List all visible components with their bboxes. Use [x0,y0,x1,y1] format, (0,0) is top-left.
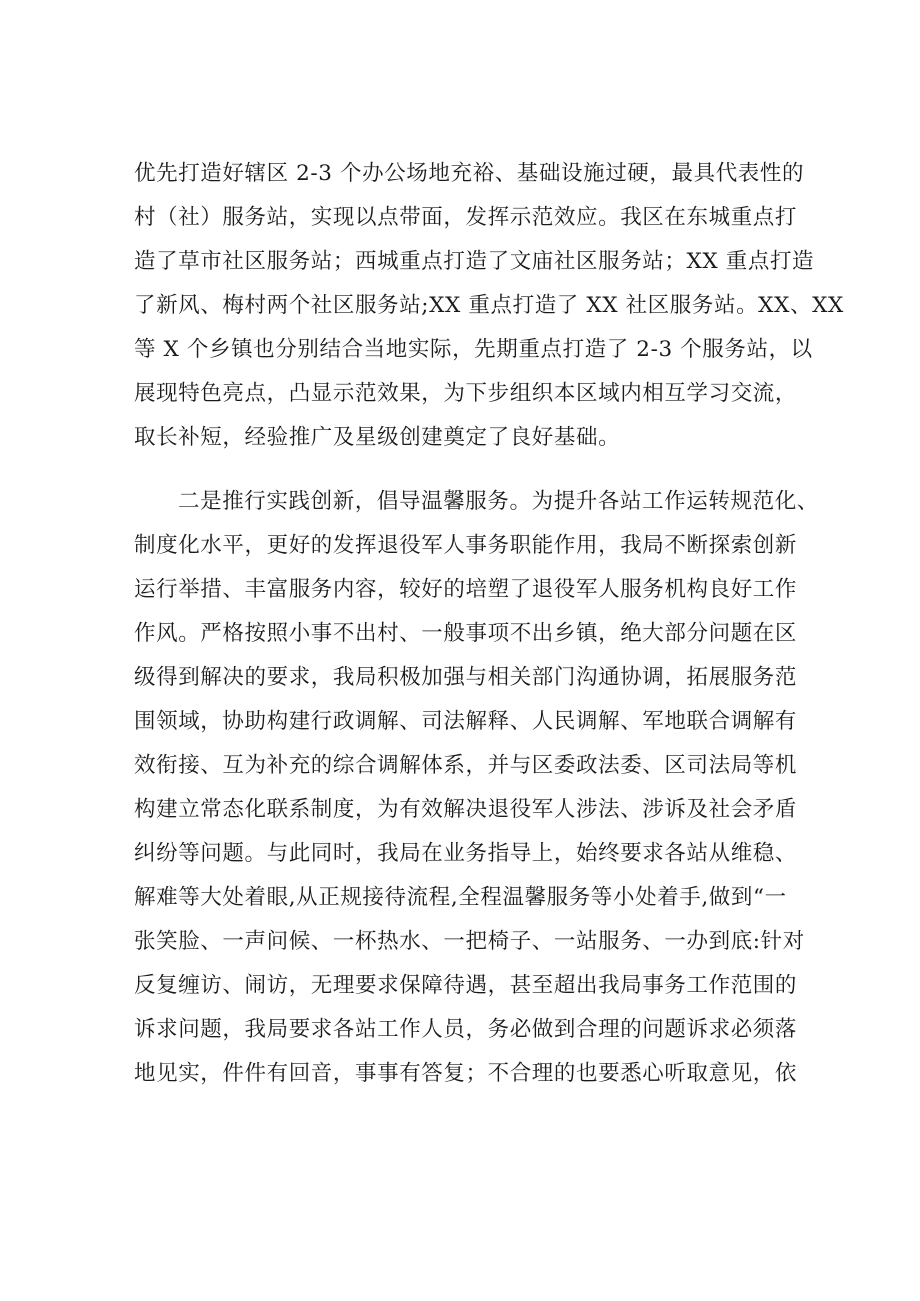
text-line-16: 纠纷等问题。与此同时，我局在业务指导上，始终要求各站从维稳、 [134,841,798,866]
text-line-4: 了新风、梅村两个社区服务站;XX 重点打造了 XX 社区服务站。XX、XX [134,293,844,318]
text-line-1: 优先打造好辖区 2-3 个办公场地充裕、基础设施过硬，最具代表性的 [134,161,805,186]
text-line-11: 作风。严格按照小事不出村、一般事项不出乡镇，绝大部分问题在区 [134,621,798,646]
text-line-15: 构建立常态化联系制度，为有效解决退役军人涉法、涉诉及社会矛盾 [134,797,798,822]
text-line-12: 级得到解决的要求，我局积极加强与相关部门沟通协调，拓展服务范 [134,665,798,690]
text-line-19: 反复缠访、闹访，无理要求保障待遇，甚至超出我局事务工作范围的 [134,973,798,998]
text-line-21: 地见实，件件有回音，事事有答复；不合理的也要悉心听取意见，依 [134,1061,798,1086]
text-line-18: 张笑脸、一声问候、一杯热水、一把椅子、一站服务、一办到底:针对 [134,929,805,954]
text-line-14: 效衔接、互为补充的综合调解体系，并与区委政法委、区司法局等机 [134,753,798,778]
text-line-17: 解难等大处着眼,从正规接待流程,全程温馨服务等小处着手,做到“一 [134,885,787,910]
text-line-20: 诉求问题，我局要求各站工作人员，务必做到合理的问题诉求必须落 [134,1017,798,1042]
text-line-2: 村（社）服务站，实现以点带面，发挥示范效应。我区在东城重点打 [134,205,798,230]
text-line-7: 取长补短，经验推广及星级创建奠定了良好基础。 [134,425,621,450]
text-line-10: 运行举措、丰富服务内容，较好的培塑了退役军人服务机构良好工作 [134,577,798,602]
text-line-13: 围领域，协助构建行政调解、司法解释、人民调解、军地联合调解有 [134,709,798,734]
text-line-5: 等 X 个乡镇也分别结合当地实际，先期重点打造了 2-3 个服务站，以 [134,337,813,362]
paragraph-2-first-line: 二是推行实践创新，倡导温馨服务。为提升各站工作运转规范化、 [178,489,819,514]
text-line-6: 展现特色亮点，凸显示范效果，为下步组织本区域内相互学习交流， [134,381,798,406]
text-line-9: 制度化水平，更好的发挥退役军人事务职能作用，我局不断探索创新 [134,533,798,558]
text-line-3: 造了草市社区服务站；西城重点打造了文庙社区服务站；XX 重点打造 [134,249,815,274]
